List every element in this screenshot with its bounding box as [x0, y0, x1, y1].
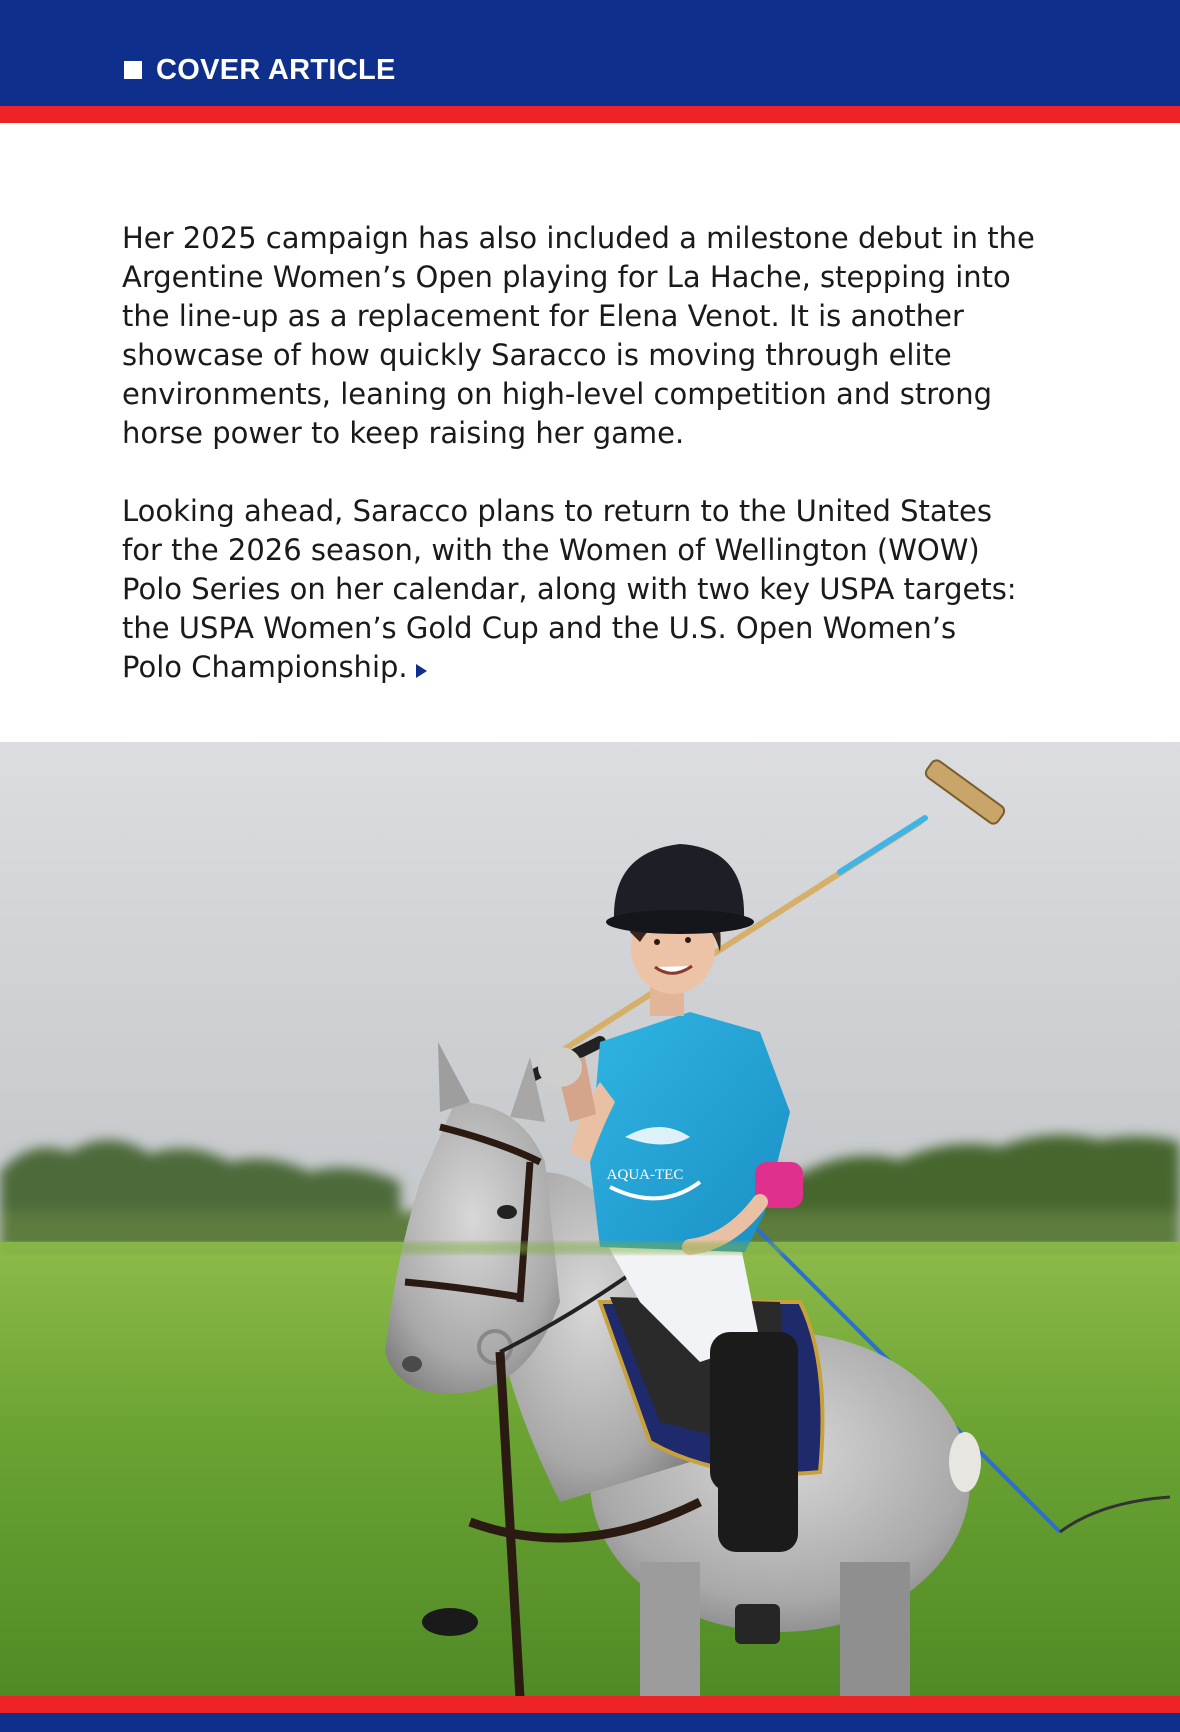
square-bullet-icon — [124, 61, 142, 79]
section-label-text: COVER ARTICLE — [156, 54, 396, 86]
article-body — [122, 219, 1082, 726]
article-paragraph-2-text: Looking ahead, Saracco plans to return to the United States for the 2026 season, with the Women of Wellington (WOW) Polo Series on her calendar, along with two key USPA targets: the USPA Women’s Gold Cup and the U.S. Open Women’s Polo Championship. — [122, 494, 1017, 684]
shirt-logo-text: AQUA-TEC — [606, 1167, 684, 1183]
footer-band — [0, 1713, 1180, 1732]
end-of-article-icon — [416, 664, 427, 678]
header-red-stripe — [0, 106, 1180, 123]
section-label — [124, 52, 396, 88]
article-paragraph-2 — [122, 492, 1082, 687]
article-paragraph-1: Her 2025 campaign has also included a milestone debut in the Argentine Women’s Open playing for La Hache, stepping into the line-up as a replacement for Elena Venot. It is another showcase of how quickly Saracco is moving through elite environments, leaning on high-level competition and strong horse power to keep raising her game. — [122, 221, 1035, 450]
polo-player-photo — [0, 742, 1180, 1698]
footer-red-stripe — [0, 1696, 1180, 1713]
